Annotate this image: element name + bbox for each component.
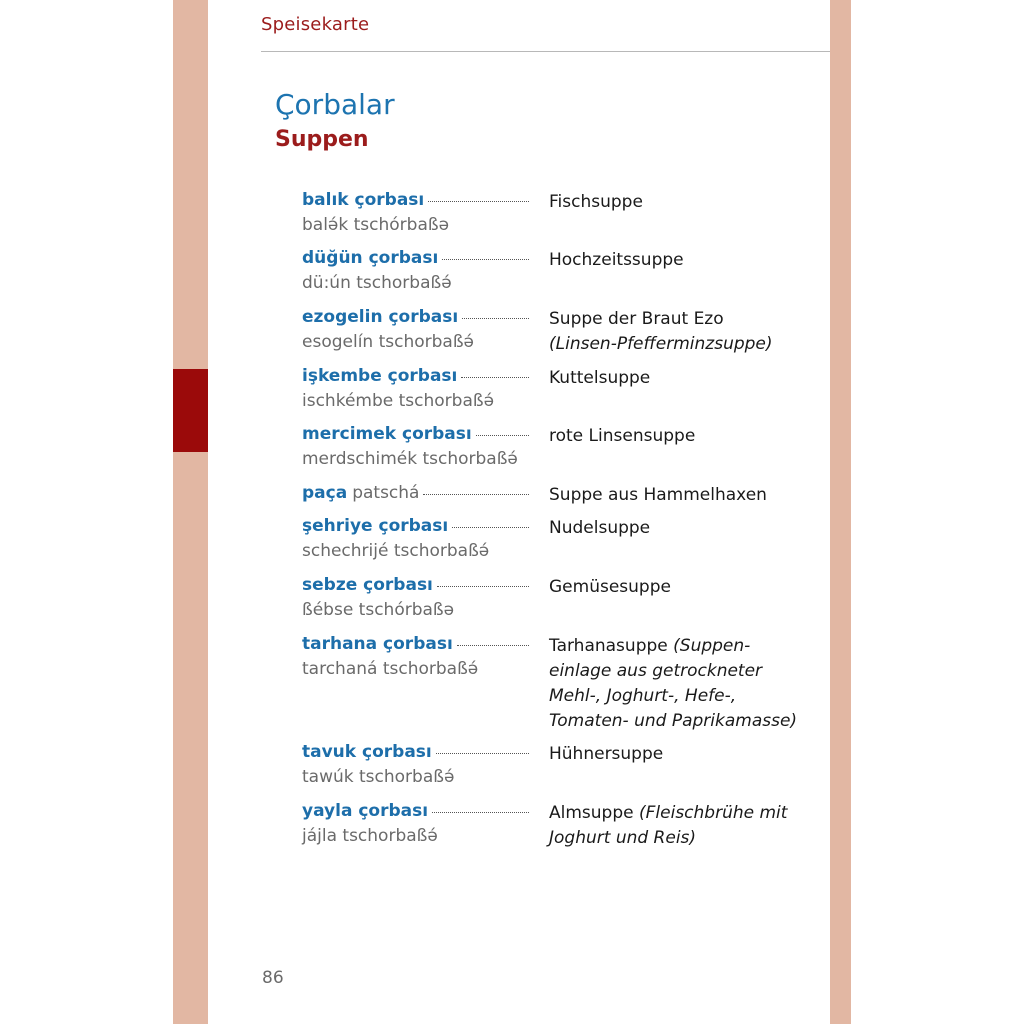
entry-translation [549, 516, 799, 541]
header-rule [261, 51, 830, 52]
section-title-german: Suppen [275, 127, 369, 152]
entry-pronunciation: merdschimék tschorbaßə́ [302, 449, 518, 469]
translation-text: Nudelsuppe [549, 518, 651, 538]
entry-pronunciation: balə́k tschórbaßə [302, 215, 450, 235]
left-margin-band [173, 0, 208, 1024]
translation-note: (Fleischbrühe mit Joghurt und Reis) [549, 803, 788, 848]
translation-text: Fischsuppe [549, 192, 643, 212]
entry-term: işkembe çorbası [302, 366, 458, 386]
entry-term: mercimek çorbası [302, 424, 472, 444]
right-margin-band [830, 0, 851, 1024]
dot-leader [437, 586, 529, 587]
section-title-turkish: Çorbalar [275, 88, 395, 121]
entry-translation [549, 483, 799, 508]
entry-translation [549, 366, 799, 391]
entry-pronunciation: dü:ún tschorbaßə́ [302, 273, 452, 293]
entry-pronunciation: patschá [352, 483, 420, 503]
translation-note: (Linsen-Pfefferminzsuppe) [549, 334, 773, 354]
entry-translation [549, 248, 799, 273]
entry-term: şehriye çorbası [302, 516, 449, 536]
dot-leader [442, 259, 529, 260]
entry-term: yayla çorbası [302, 801, 429, 821]
entry-translation [549, 801, 799, 851]
entry-term: ezogelin çorbası [302, 307, 459, 327]
entry-term: paça [302, 483, 348, 503]
entry-translation [549, 742, 799, 767]
translation-note: (Suppen-einlage aus getrockneter Mehl-, Joghurt-, Hefe-, Tomaten- und Paprikamasse) [549, 636, 798, 731]
dot-leader [432, 812, 529, 813]
entry-translation [549, 424, 799, 449]
entry-pronunciation: ßébse tschórbaßə [302, 600, 455, 620]
translation-text: Almsuppe [549, 803, 634, 823]
translation-text: Suppe der Braut Ezo [549, 309, 724, 329]
translation-text: Tarhanasuppe [549, 636, 668, 656]
entry-term: düğün çorbası [302, 248, 439, 268]
translation-text: Hühnersuppe [549, 744, 664, 764]
entry-term: tarhana çorbası [302, 634, 453, 654]
entry-pronunciation: tarchaná tschorbaßə́ [302, 659, 479, 679]
dot-leader [476, 435, 529, 436]
entry-term: tavuk çorbası [302, 742, 432, 762]
dot-leader [462, 318, 529, 319]
running-head: Speisekarte [261, 14, 370, 35]
entry-pronunciation: jájla tschorbaßə́ [302, 826, 438, 846]
translation-text: Hochzeitssuppe [549, 250, 684, 270]
dot-leader [428, 201, 529, 202]
entry-translation [549, 575, 799, 600]
dot-leader [457, 645, 529, 646]
dot-leader [436, 753, 529, 754]
entry-translation [549, 190, 799, 215]
page-number: 86 [262, 968, 284, 988]
entry-translation [549, 634, 799, 734]
translation-text: Kuttelsuppe [549, 368, 651, 388]
translation-text: Gemüsesuppe [549, 577, 671, 597]
translation-text: rote Linsensuppe [549, 426, 696, 446]
entry-translation [549, 307, 799, 357]
entry-term: balık çorbası [302, 190, 425, 210]
chapter-thumb-tab [173, 369, 208, 452]
dot-leader [423, 494, 529, 495]
entry-pronunciation: tawúk tschorbaßə́ [302, 767, 455, 787]
translation-text: Suppe aus Hammelhaxen [549, 485, 767, 505]
dot-leader [452, 527, 529, 528]
dot-leader [461, 377, 529, 378]
entry-pronunciation: esogelín tschorbaßə́ [302, 332, 475, 352]
entry-pronunciation: schechrijé tschorbaßə́ [302, 541, 490, 561]
entry-term: sebze çorbası [302, 575, 433, 595]
entry-pronunciation: ischkémbe tschorbaßə́ [302, 391, 495, 411]
